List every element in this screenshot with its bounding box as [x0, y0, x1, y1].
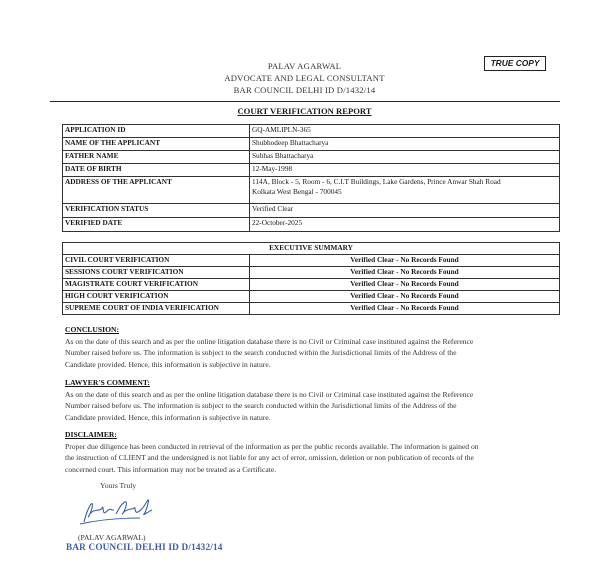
- summary-value: Verified Clear - No Records Found: [250, 279, 560, 291]
- detail-value: Subhas Bhattacharya: [250, 151, 560, 164]
- table-row: [63, 204, 560, 218]
- signature-image: [78, 494, 158, 528]
- conclusion-section: [65, 324, 560, 370]
- lawyers-comment-heading: LAWYER'S COMMENT:: [65, 378, 150, 387]
- summary-value: Verified Clear - No Records Found: [250, 291, 560, 303]
- report-title: COURT VERIFICATION REPORT: [237, 106, 372, 116]
- detail-value: 22-October-2025: [250, 218, 560, 232]
- disclaimer-heading: DISCLAIMER:: [65, 430, 117, 439]
- table-row: [63, 218, 560, 232]
- paragraph-line: Candidate provided. Hence, this information is subjective in nature.: [65, 359, 271, 369]
- summary-label: MAGISTRATE COURT VERIFICATION: [63, 279, 250, 291]
- summary-label: HIGH COURT VERIFICATION: [63, 291, 250, 303]
- address-line-1: 114A, Block - 5, Room - 6, C.I.T Buildings, Lake Gardens, Prince Anwar Shah Road: [252, 177, 501, 186]
- detail-label: NAME OF THE APPLICANT: [63, 138, 250, 151]
- summary-value: Verified Clear - No Records Found: [250, 303, 560, 315]
- table-row: [63, 177, 560, 204]
- signature-icon: [78, 494, 158, 528]
- detail-value: GQ-AMLIPLN-365: [250, 125, 560, 138]
- table-row: [63, 279, 560, 291]
- executive-summary-table: [62, 242, 560, 315]
- detail-value: [250, 177, 560, 204]
- lawyer-bar-id: BAR COUNCIL DELHI ID D/1432/14: [233, 85, 376, 95]
- detail-value: Shubhodeep Bhattacharya: [250, 138, 560, 151]
- table-row: [63, 291, 560, 303]
- detail-label: VERIFIED DATE: [63, 218, 250, 232]
- lawyer-name: PALAV AGARWAL: [267, 61, 342, 71]
- summary-label: CIVIL COURT VERIFICATION: [63, 255, 250, 267]
- closing-bar-id: BAR COUNCIL DELHI ID D/1432/14: [66, 542, 223, 552]
- detail-label: DATE OF BIRTH: [63, 164, 250, 177]
- detail-label: APPLICATION ID: [63, 125, 250, 138]
- paragraph-line: As on the date of this search and as per the online litigation database there is no Civil or Criminal case instituted against the Reference: [65, 389, 474, 399]
- detail-label: VERIFICATION STATUS: [63, 204, 250, 218]
- table-row: [63, 138, 560, 151]
- lawyers-comment-section: [65, 377, 560, 423]
- detail-value: 12-May-1998: [250, 164, 560, 177]
- summary-label: SESSIONS COURT VERIFICATION: [63, 267, 250, 279]
- summary-value: Verified Clear - No Records Found: [250, 267, 560, 279]
- conclusion-heading: CONCLUSION:: [65, 325, 120, 334]
- table-row: [63, 243, 560, 255]
- executive-summary-heading: EXECUTIVE SUMMARY: [63, 243, 560, 255]
- table-row: [63, 255, 560, 267]
- applicant-details-table: [62, 124, 560, 232]
- detail-label: FATHER NAME: [63, 151, 250, 164]
- paragraph-line: the instruction of CLIENT and the undersigned is not liable for any act of error, omission, deletion or non publication of records of the: [65, 453, 474, 462]
- signer-name: (PALAV AGARWAL): [78, 533, 146, 542]
- summary-value: Verified Clear - No Records Found: [250, 255, 560, 267]
- disclaimer-section: [65, 429, 560, 475]
- true-copy-stamp: TRUE COPY: [484, 56, 546, 71]
- paragraph-line: Number raised before us. The information is subject to the search conducted within the Jurisdictional limits of the Address of the: [65, 348, 457, 357]
- paragraph-line: Proper due diligence has been conducted in retrieval of the information as per the public records available. The information is gained on: [65, 441, 479, 451]
- summary-label: SUPREME COURT OF INDIA VERIFICATION: [63, 303, 250, 315]
- table-row: [63, 303, 560, 315]
- table-row: [63, 151, 560, 164]
- yours-truly: Yours Truly: [100, 481, 137, 490]
- table-row: [63, 267, 560, 279]
- paragraph-line: Candidate provided. Hence, this information is subjective in nature.: [65, 412, 271, 422]
- header-divider: [50, 101, 560, 102]
- table-row: [63, 125, 560, 138]
- table-row: [63, 164, 560, 177]
- paragraph-line: Number raised before us. The information is subject to the search conducted within the Jurisdictional limits of the Address of the: [65, 401, 457, 410]
- paragraph-line: As on the date of this search and as per the online litigation database there is no Civil or Criminal case instituted against the Reference: [65, 336, 474, 346]
- paragraph-line: concerned court. This information may not be treated as a Certificate.: [65, 464, 277, 474]
- lawyer-title: ADVOCATE AND LEGAL CONSULTANT: [224, 73, 385, 83]
- detail-value: Verified Clear: [250, 204, 560, 218]
- address-line-2: Kolkata West Bengal - 700045: [252, 187, 342, 196]
- detail-label: ADDRESS OF THE APPLICANT: [63, 177, 250, 204]
